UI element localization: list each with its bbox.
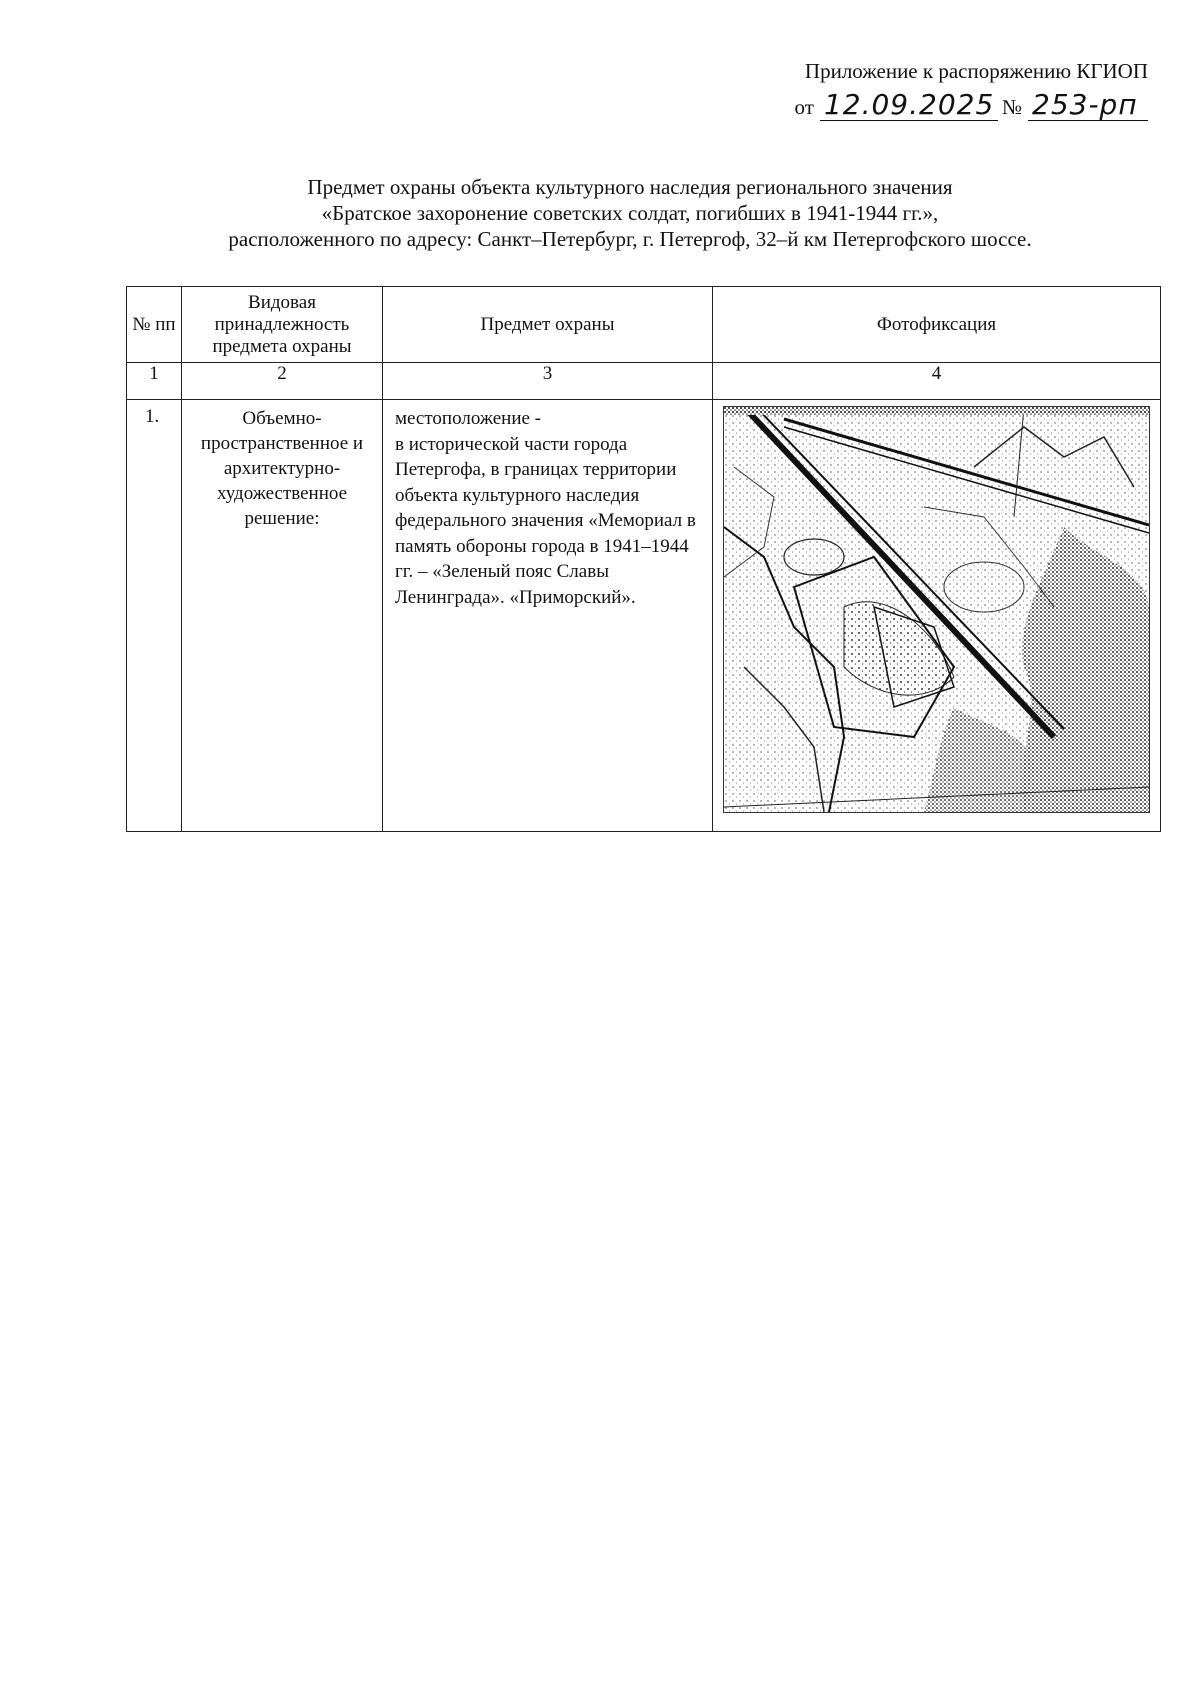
appendix-title: Приложение к распоряжению КГИОП	[804, 59, 1148, 83]
header-number: № пп	[127, 287, 182, 363]
column-numbers-row	[127, 363, 1161, 400]
row-subject	[383, 400, 713, 832]
appendix-block	[728, 58, 1148, 124]
column-number: 4	[713, 363, 1161, 400]
date-label: от	[794, 95, 814, 119]
site-map-image	[723, 406, 1150, 813]
number-label: №	[1001, 95, 1022, 119]
heading-line-2: «Братское захоронение советских солдат, погибших в 1941-1944 гг.»,	[321, 201, 939, 225]
document-heading	[60, 174, 1200, 252]
header-photo: Фотофиксация	[713, 287, 1161, 363]
header-subject: Предмет охраны	[383, 287, 713, 363]
table-row	[127, 400, 1161, 832]
table-header-row	[127, 287, 1161, 363]
row-photo-cell	[713, 400, 1161, 832]
header-type: Видовая принадлежность предмета охраны	[182, 287, 383, 363]
handwritten-date: 12.09.2025	[820, 90, 998, 121]
heading-line-1: Предмет охраны объекта культурного наследия регионального значения	[307, 175, 953, 199]
row-type: Объемно-пространственное и архитектурно-художественное решение:	[182, 400, 383, 832]
heading-line-3: расположенного по адресу: Санкт–Петербург, г. Петергоф, 32–й км Петергофского шоссе.	[228, 227, 1032, 251]
appendix-date-number-line	[728, 90, 1148, 124]
column-number: 3	[383, 363, 713, 400]
column-number: 1	[127, 363, 182, 400]
row-number: 1.	[127, 400, 182, 832]
column-number: 2	[182, 363, 383, 400]
protection-table	[126, 286, 1161, 832]
handwritten-number: 253-рп	[1028, 90, 1148, 121]
site-map-drawing	[724, 407, 1149, 812]
row-subject-text: местоположение - в исторической части города Петергофа, в границах территории объекта культурного наследия федерального значения «Мемориал в память обороны города в 1941–1944 гг. – «Зеленый пояс Славы Ленинграда». «Приморский».	[395, 408, 696, 608]
